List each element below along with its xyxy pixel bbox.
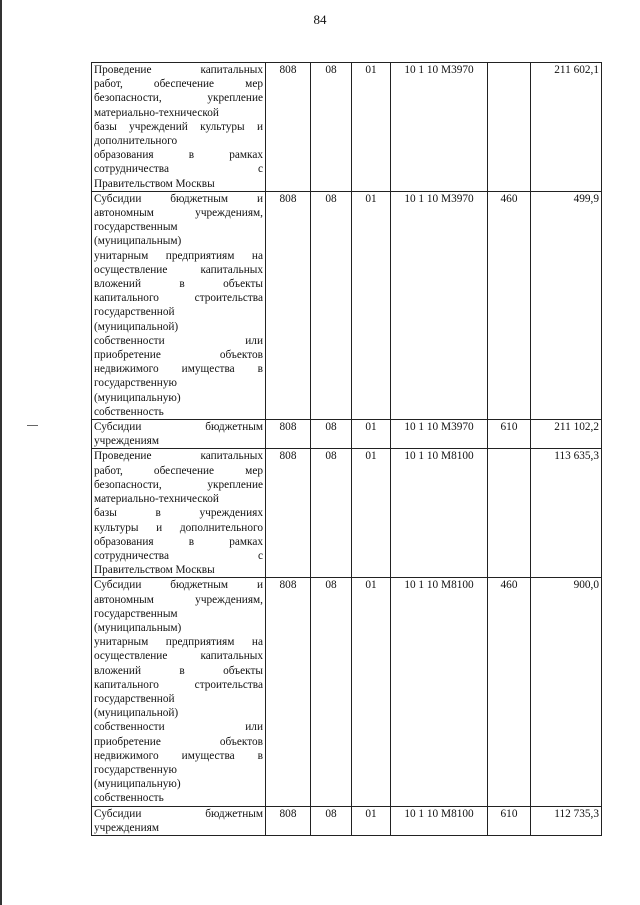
description-line: (муниципальной) <box>94 320 179 333</box>
section-code: 08 <box>311 63 352 192</box>
row-description <box>92 63 266 192</box>
description-line: собственности или <box>94 334 263 347</box>
description-line: Субсидии бюджетным <box>94 421 263 434</box>
expense-type-code: 610 <box>488 806 531 835</box>
description-line: государственным <box>94 607 178 620</box>
description-line: Субсидии бюджетным и <box>94 192 263 205</box>
description-line: учреждениям <box>94 435 159 448</box>
description-line: государственной <box>94 306 175 319</box>
budget-table <box>91 62 602 836</box>
description-line: (муниципальную) <box>94 778 181 791</box>
description-line: унитарным предприятиям на <box>94 636 263 649</box>
subsection-code: 01 <box>352 806 391 835</box>
scan-edge-line <box>0 0 2 905</box>
description-line: (муниципальным) <box>94 621 182 634</box>
description-line: приобретение объектов <box>94 735 263 748</box>
margin-mark <box>27 425 38 426</box>
description-line: приобретение объектов <box>94 349 263 362</box>
description-line: государственную <box>94 377 177 390</box>
amount-value: 211 102,2 <box>531 420 602 449</box>
table-row <box>92 191 602 419</box>
row-description <box>92 420 266 449</box>
section-code: 08 <box>311 449 352 578</box>
amount-value: 211 602,1 <box>531 63 602 192</box>
subsection-code: 01 <box>352 420 391 449</box>
expense-type-code <box>488 449 531 578</box>
description-line: осуществление капитальных <box>94 650 263 663</box>
description-line: капитального строительства <box>94 292 263 305</box>
expense-type-code: 610 <box>488 420 531 449</box>
subsection-code: 01 <box>352 578 391 806</box>
description-line: сотрудничества с <box>94 549 263 562</box>
target-article-code: 10 1 10 M8100 <box>391 449 488 578</box>
expense-type-code: 460 <box>488 191 531 419</box>
description-line: работ, обеспечение мер <box>94 78 263 91</box>
description-line: государственную <box>94 763 177 776</box>
description-line: собственность <box>94 792 164 805</box>
description-line: образования в рамках <box>94 149 263 162</box>
description-line: (муниципальным) <box>94 235 182 248</box>
description-line: Субсидии бюджетным <box>94 807 263 820</box>
section-code: 08 <box>311 578 352 806</box>
description-line: (муниципальную) <box>94 391 181 404</box>
amount-value: 112 735,3 <box>531 806 602 835</box>
description-line: культуры и дополнительного <box>94 521 263 534</box>
description-line: дополнительного <box>94 135 178 148</box>
description-line: недвижимого имущества в <box>94 749 263 762</box>
table-row <box>92 806 602 835</box>
subsection-code: 01 <box>352 63 391 192</box>
description-line: образования в рамках <box>94 535 263 548</box>
ministry-code: 808 <box>266 449 311 578</box>
description-line: Правительством Москвы <box>94 564 215 577</box>
row-description <box>92 578 266 806</box>
description-line: работ, обеспечение мер <box>94 464 263 477</box>
section-code: 08 <box>311 806 352 835</box>
description-line: недвижимого имущества в <box>94 363 263 376</box>
description-line: безопасности, укрепление <box>94 478 263 491</box>
description-line: собственность <box>94 405 164 418</box>
description-line: Проведение капитальных <box>94 450 263 463</box>
section-code: 08 <box>311 191 352 419</box>
description-line: сотрудничества с <box>94 163 263 176</box>
description-line: (муниципальной) <box>94 707 179 720</box>
page-number: 84 <box>313 12 327 27</box>
subsection-code: 01 <box>352 191 391 419</box>
description-line: собственности или <box>94 721 263 734</box>
ministry-code: 808 <box>266 420 311 449</box>
target-article-code: 10 1 10 M3970 <box>391 191 488 419</box>
table-row <box>92 449 602 578</box>
target-article-code: 10 1 10 M8100 <box>391 578 488 806</box>
expense-type-code: 460 <box>488 578 531 806</box>
description-line: осуществление капитальных <box>94 263 263 276</box>
amount-value: 900,0 <box>531 578 602 806</box>
row-description <box>92 191 266 419</box>
description-line: вложений в объекты <box>94 664 263 677</box>
description-line: капитального строительства <box>94 678 263 691</box>
description-line: базы в учреждениях <box>94 507 263 520</box>
subsection-code: 01 <box>352 449 391 578</box>
amount-value: 499,9 <box>531 191 602 419</box>
target-article-code: 10 1 10 M3970 <box>391 420 488 449</box>
ministry-code: 808 <box>266 578 311 806</box>
description-line: вложений в объекты <box>94 278 263 291</box>
target-article-code: 10 1 10 M8100 <box>391 806 488 835</box>
budget-table-body <box>92 63 602 836</box>
row-description <box>92 806 266 835</box>
description-line: Правительством Москвы <box>94 177 215 190</box>
target-article-code: 10 1 10 M3970 <box>391 63 488 192</box>
ministry-code: 808 <box>266 806 311 835</box>
ministry-code: 808 <box>266 191 311 419</box>
table-row <box>92 578 602 806</box>
ministry-code: 808 <box>266 63 311 192</box>
description-line: государственной <box>94 692 175 705</box>
description-line: базы учреждений культуры и <box>94 120 263 133</box>
description-line: унитарным предприятиям на <box>94 249 263 262</box>
table-row <box>92 420 602 449</box>
description-line: автономным учреждениям, <box>94 593 263 606</box>
description-line: материально-технической <box>94 106 219 119</box>
description-line: Субсидии бюджетным и <box>94 579 263 592</box>
description-line: автономным учреждениям, <box>94 207 263 220</box>
description-line: государственным <box>94 221 178 234</box>
expense-type-code <box>488 63 531 192</box>
row-description <box>92 449 266 578</box>
table-row <box>92 63 602 192</box>
description-line: безопасности, укрепление <box>94 92 263 105</box>
description-line: учреждениям <box>94 821 159 834</box>
amount-value: 113 635,3 <box>531 449 602 578</box>
description-line: материально-технической <box>94 493 219 506</box>
description-line: Проведение капитальных <box>94 64 263 76</box>
section-code: 08 <box>311 420 352 449</box>
